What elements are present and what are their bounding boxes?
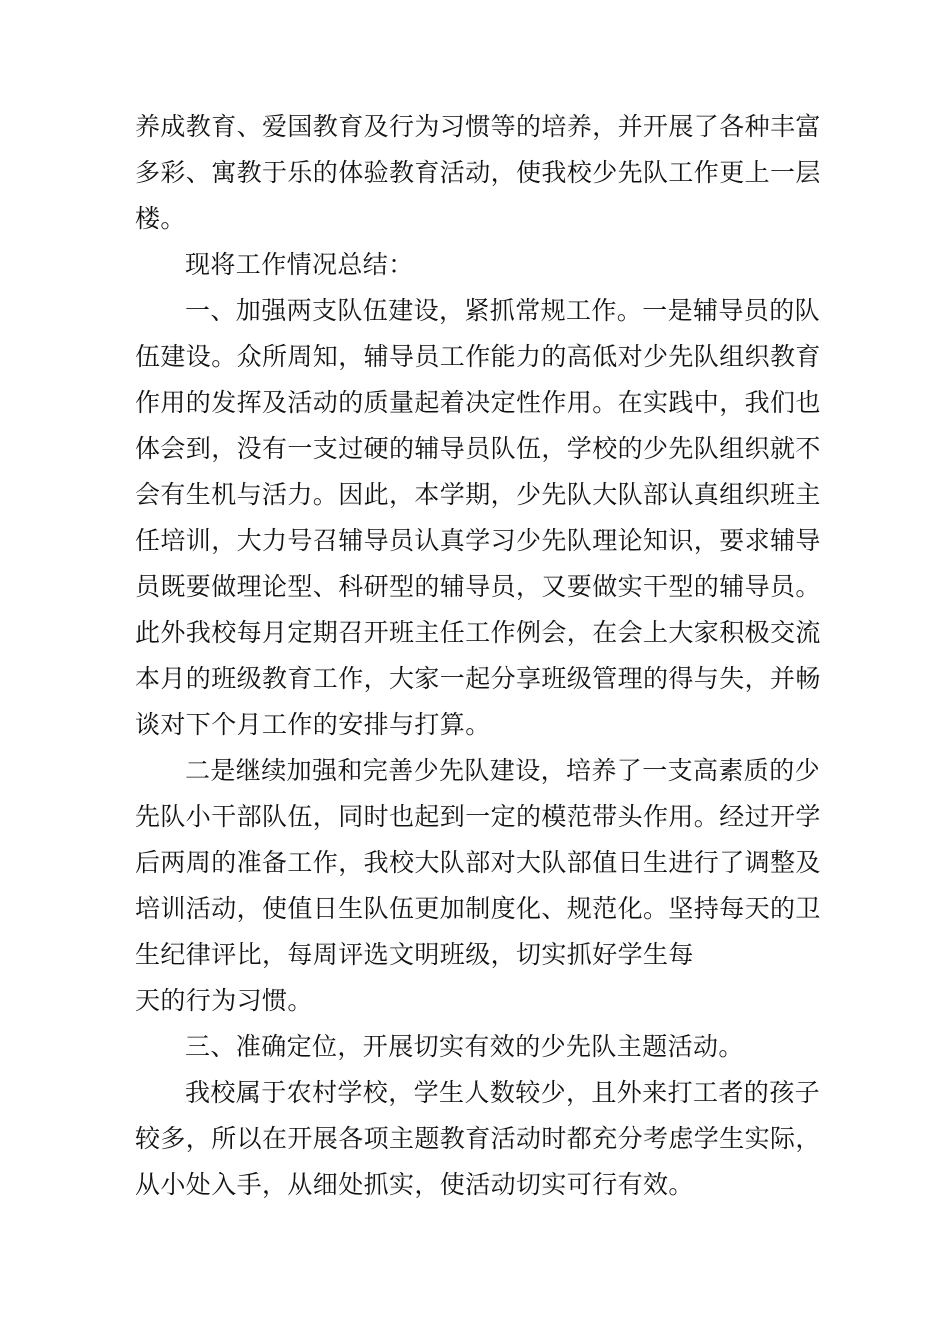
section-1-line-10: 谈对下个月工作的安排与打算。 bbox=[135, 710, 491, 739]
section-2-line-6: 天的行为习惯。 bbox=[135, 986, 313, 1015]
section-1-line-6: 任培训，大力号召辅导员认真学习少先队理论知识，要求辅导 bbox=[135, 526, 821, 555]
document-body bbox=[135, 104, 835, 1208]
paragraph-1-line-3: 楼。 bbox=[135, 204, 186, 233]
section-2-line-1: 二是继续加强和完善少先队建设，培养了一支高素质的少 bbox=[185, 756, 821, 785]
section-3-line-1: 我校属于农村学校，学生人数较少，且外来打工者的孩子 bbox=[185, 1078, 821, 1107]
section-2-line-4: 培训活动，使值日生队伍更加制度化、规范化。坚持每天的卫 bbox=[135, 894, 821, 923]
section-1-line-9: 本月的班级教育工作，大家一起分享班级管理的得与失，并畅 bbox=[135, 664, 821, 693]
paragraph-1-line-1: 养成教育、爱国教育及行为习惯等的培养，并开展了各种丰富 bbox=[135, 112, 821, 141]
section-3-heading: 三、准确定位，开展切实有效的少先队主题活动。 bbox=[185, 1032, 744, 1061]
section-2-line-2: 先队小干部队伍，同时也起到一定的模范带头作用。经过开学 bbox=[135, 802, 821, 831]
paragraph-1-line-2: 多彩、寓教于乐的体验教育活动，使我校少先队工作更上一层 bbox=[135, 158, 821, 187]
section-1-line-4: 体会到，没有一支过硬的辅导员队伍，学校的少先队组织就不 bbox=[135, 434, 821, 463]
section-2-line-3: 后两周的准备工作，我校大队部对大队部值日生进行了调整及 bbox=[135, 848, 821, 877]
section-3-line-3: 从小处入手，从细处抓实，使活动切实可行有效。 bbox=[135, 1170, 694, 1199]
section-1-line-5: 会有生机与活力。因此，本学期，少先队大队部认真组织班主 bbox=[135, 480, 821, 509]
section-1-line-8: 此外我校每月定期召开班主任工作例会，在会上大家积极交流 bbox=[135, 618, 821, 647]
section-1-line-2: 伍建设。众所周知，辅导员工作能力的高低对少先队组织教育 bbox=[135, 342, 821, 371]
section-1-line-7: 员既要做理论型、科研型的辅导员，又要做实干型的辅导员。 bbox=[135, 572, 821, 601]
section-2-line-5: 生纪律评比，每周评选文明班级，切实抓好学生每 bbox=[135, 940, 694, 969]
section-1-line-3: 作用的发挥及活动的质量起着决定性作用。在实践中，我们也 bbox=[135, 388, 821, 417]
section-3-line-2: 较多，所以在开展各项主题教育活动时都充分考虑学生实际， bbox=[135, 1124, 821, 1153]
summary-intro: 现将工作情况总结： bbox=[185, 250, 414, 279]
section-1-line-1: 一、加强两支队伍建设，紧抓常规工作。一是辅导员的队 bbox=[185, 296, 821, 325]
